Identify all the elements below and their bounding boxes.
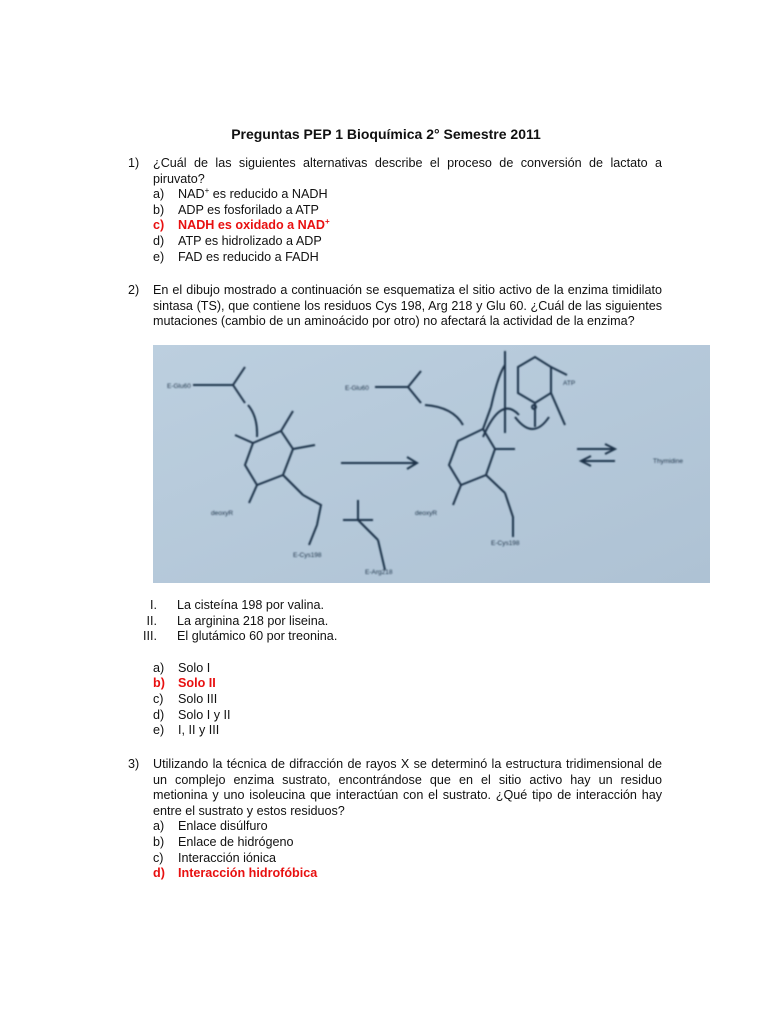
question-2-answers <box>128 598 662 739</box>
option-text: Interacción iónica <box>178 850 277 865</box>
svg-text:E-Glu60: E-Glu60 <box>167 383 191 390</box>
option-text: Solo III <box>178 691 218 706</box>
option-a <box>153 187 662 203</box>
option-letter: d) <box>153 233 165 248</box>
option-d <box>153 234 662 250</box>
option-letter: c) <box>153 218 165 233</box>
question-stem: Utilizando la técnica de difracción de rayos X se determinó la estructura tridimensional de un complejo enzima sustrato, encontrándose que en el sitio activo hay un residuo metionina y uno isoleucina que interactúan con el sustrato. ¿Qué tipo de interacción hay entre el sustrato y estos residuos? <box>153 757 662 818</box>
page-title: Preguntas PEP 1 Bioquímica 2° Semestre 2011 <box>231 126 541 142</box>
option-letter: c) <box>153 850 164 865</box>
statement-ii <box>128 614 662 630</box>
svg-text:Thymidine: Thymidine <box>653 458 683 465</box>
option-text: Solo I <box>178 660 211 675</box>
statement-number: II. <box>146 613 157 628</box>
option-text: Solo I y II <box>178 707 231 722</box>
question-3 <box>128 757 662 882</box>
option-text: I, II y III <box>178 723 220 738</box>
option-e <box>153 723 662 739</box>
question-1 <box>128 156 662 265</box>
option-text: Enlace disúlfuro <box>178 819 268 834</box>
option-c <box>153 692 662 708</box>
statement-i <box>128 598 662 614</box>
option-letter: a) <box>153 819 165 834</box>
option-text: Solo II <box>178 676 216 691</box>
question-2 <box>128 283 662 330</box>
option-e <box>153 250 662 266</box>
option-text: Enlace de hidrógeno <box>178 834 294 849</box>
question-stem: ¿Cuál de las siguientes alternativas describe el proceso de conversión de lactato a piruvato? <box>153 156 662 186</box>
statement-text: La arginina 218 por liseina. <box>177 613 329 628</box>
option-letter: d) <box>153 866 165 881</box>
option-letter: b) <box>153 834 165 849</box>
option-a <box>153 819 662 835</box>
option-text: ATP es hidrolizado a ADP <box>178 233 322 248</box>
option-text: Interacción hidrofóbica <box>178 866 318 881</box>
option-text: NAD+ es reducido a NADH <box>178 186 328 202</box>
option-a <box>153 661 662 677</box>
option-c <box>153 851 662 867</box>
svg-text:ATP: ATP <box>563 380 576 387</box>
svg-text:deoxyR: deoxyR <box>211 510 234 517</box>
option-letter: e) <box>153 249 165 264</box>
svg-text:E-Cys198: E-Cys198 <box>491 540 520 547</box>
option-letter: c) <box>153 691 164 706</box>
option-text: NADH es oxidado a NAD+ <box>178 217 330 233</box>
option-b <box>153 203 662 219</box>
statement-text: El glutámico 60 por treonina. <box>177 629 338 644</box>
option-b-correct <box>153 676 662 692</box>
question-number: 2) <box>128 283 140 297</box>
option-b <box>153 835 662 851</box>
statement-number: I. <box>150 598 157 612</box>
svg-text:E-Cys198: E-Cys198 <box>293 552 322 559</box>
option-letter: d) <box>153 707 165 722</box>
option-d <box>153 708 662 724</box>
option-letter: a) <box>153 187 165 202</box>
statement-text: La cisteína 198 por valina. <box>177 598 325 612</box>
statement-iii <box>128 629 662 645</box>
option-letter: b) <box>153 202 165 217</box>
reaction-scheme-diagram <box>153 345 710 583</box>
option-letter: e) <box>153 723 165 738</box>
question-number: 1) <box>128 156 140 170</box>
question-number: 3) <box>128 757 140 771</box>
reaction-scheme-photo <box>153 345 710 583</box>
statement-number: III. <box>143 629 157 644</box>
option-text: FAD es reducido a FADH <box>178 249 319 264</box>
question-stem: En el dibujo mostrado a continuación se esquematiza el sitio activo de la enzima timidilato sintasa (TS), que contiene los residuos Cys 198, Arg 218 y Glu 60. ¿Cuál de las siguientes mutaciones (cambio de un aminoácido por otro) no afectará la actividad de la enzima? <box>153 283 662 329</box>
svg-text:E-Arg218: E-Arg218 <box>365 569 393 576</box>
option-letter: a) <box>153 660 165 675</box>
option-letter: b) <box>153 676 165 691</box>
option-c-correct <box>153 218 662 234</box>
option-text: ADP es fosforilado a ATP <box>178 202 319 217</box>
option-d-correct <box>153 866 662 882</box>
svg-text:E-Glu60: E-Glu60 <box>345 385 369 392</box>
svg-text:deoxyR: deoxyR <box>415 510 438 517</box>
